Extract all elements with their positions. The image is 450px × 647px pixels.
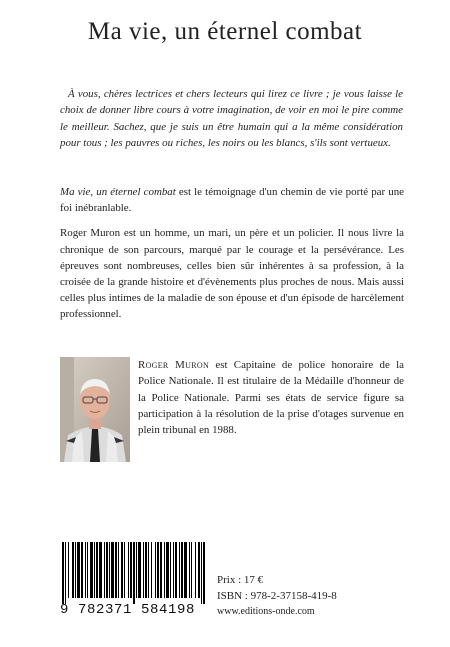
barcode-bar bbox=[111, 542, 114, 598]
barcode-bar bbox=[198, 542, 200, 598]
barcode-bar bbox=[155, 542, 156, 598]
barcode-bar bbox=[94, 542, 95, 598]
blurb-paragraph-1 bbox=[60, 184, 404, 216]
back-cover-blurb bbox=[60, 184, 404, 330]
barcode-bar bbox=[181, 542, 183, 598]
barcode-bar bbox=[143, 542, 144, 598]
barcode-bar bbox=[77, 542, 80, 598]
barcode-bar bbox=[115, 542, 117, 598]
epigraph: À vous, chères lectrices et chers lecteurs qui lirez ce livre ; je vous laisse le choix de donner libre cours à votre imagination, de voir en moi le pire comme le meilleur. Sachez, que je suis un être humain qui a la même considération pour tous ; les pauvres ou riches, les noirs ou les blancs, s'ils sont vertueux. bbox=[60, 88, 403, 150]
barcode-digits: 9 782371 584198 bbox=[60, 602, 196, 618]
barcode-bar bbox=[160, 542, 162, 598]
barcode-bar bbox=[138, 542, 141, 598]
barcode-bar bbox=[99, 542, 102, 598]
barcode-bar bbox=[121, 542, 123, 598]
price: Prix : 17 € bbox=[217, 574, 264, 586]
barcode-bar bbox=[189, 542, 190, 598]
barcode-bar bbox=[81, 542, 83, 598]
barcode-bar bbox=[195, 542, 196, 598]
barcode-bar bbox=[62, 542, 64, 604]
blurb-paragraph-1-text: est le témoignage d'un chemin de vie porté par une foi inébranlable. bbox=[60, 186, 405, 215]
barcode-bar bbox=[109, 542, 110, 598]
author-bio bbox=[138, 357, 404, 438]
blurb-paragraph-2: Roger Muron est un homme, un mari, un père et un policier. Il nous livre la chronique de son parcours, marqué par le courage et la persévérance. Les épreuves sont nombreuses, celles bien sûr inhérentes à sa profession, à la croisée de la grande histoire et d'évènements plus proches de nous. Mais aussi celles plus intimes de la maladie de son épouse et d'un épisode de harcèlement professionnel. bbox=[60, 227, 404, 321]
barcode-bar bbox=[164, 542, 165, 598]
barcode-bar bbox=[170, 542, 171, 598]
barcode-bar bbox=[65, 542, 66, 604]
barcode-bar bbox=[130, 542, 132, 598]
barcode-bar bbox=[173, 542, 174, 598]
barcode-bar bbox=[128, 542, 129, 598]
author-photo bbox=[60, 357, 130, 462]
barcode-bar bbox=[203, 542, 205, 604]
barcode-bar bbox=[90, 542, 93, 598]
barcode-bar bbox=[166, 542, 169, 598]
barcode-bar bbox=[118, 542, 119, 598]
barcode-bar bbox=[87, 542, 88, 598]
publisher-info bbox=[217, 573, 337, 620]
author-bio-text: est Capitaine de police honoraire de la Police Nationale. Il est titulaire de la Médaille d'honneur de la Police Nationale. Parmi ses états de service figure sa participation à la résolution de la prise d'otages survenue en plein tribunal en 1988. bbox=[138, 359, 404, 437]
barcode-bar bbox=[136, 542, 137, 598]
barcode-bar bbox=[124, 542, 125, 598]
author-portrait-image bbox=[60, 357, 130, 462]
barcode-bars bbox=[60, 542, 206, 604]
barcode-bar bbox=[85, 542, 86, 598]
barcode-bar bbox=[106, 542, 108, 598]
blurb-book-title: Ma vie, un éternel combat bbox=[60, 186, 176, 198]
barcode-bar bbox=[68, 542, 69, 598]
barcode-bar bbox=[145, 542, 147, 598]
barcode-bar bbox=[133, 542, 135, 604]
barcode-bar bbox=[191, 542, 192, 598]
barcode-bar bbox=[184, 542, 187, 598]
author-name: Roger Muron bbox=[138, 359, 210, 371]
barcode-bar bbox=[96, 542, 98, 598]
barcode-bar bbox=[201, 542, 202, 604]
barcode-bar bbox=[179, 542, 180, 598]
barcode-bar bbox=[151, 542, 152, 598]
barcode-bar bbox=[104, 542, 105, 598]
barcode-bar bbox=[175, 542, 177, 598]
barcode-bar bbox=[148, 542, 149, 598]
isbn-number: ISBN : 978-2-37158-419-8 bbox=[217, 589, 337, 602]
barcode-bar bbox=[72, 542, 74, 598]
barcode-bar bbox=[75, 542, 76, 598]
barcode-bar bbox=[157, 542, 159, 598]
book-title: Ma vie, un éternel combat bbox=[87, 18, 363, 45]
publisher-website: www.editions-onde.com bbox=[217, 606, 315, 617]
